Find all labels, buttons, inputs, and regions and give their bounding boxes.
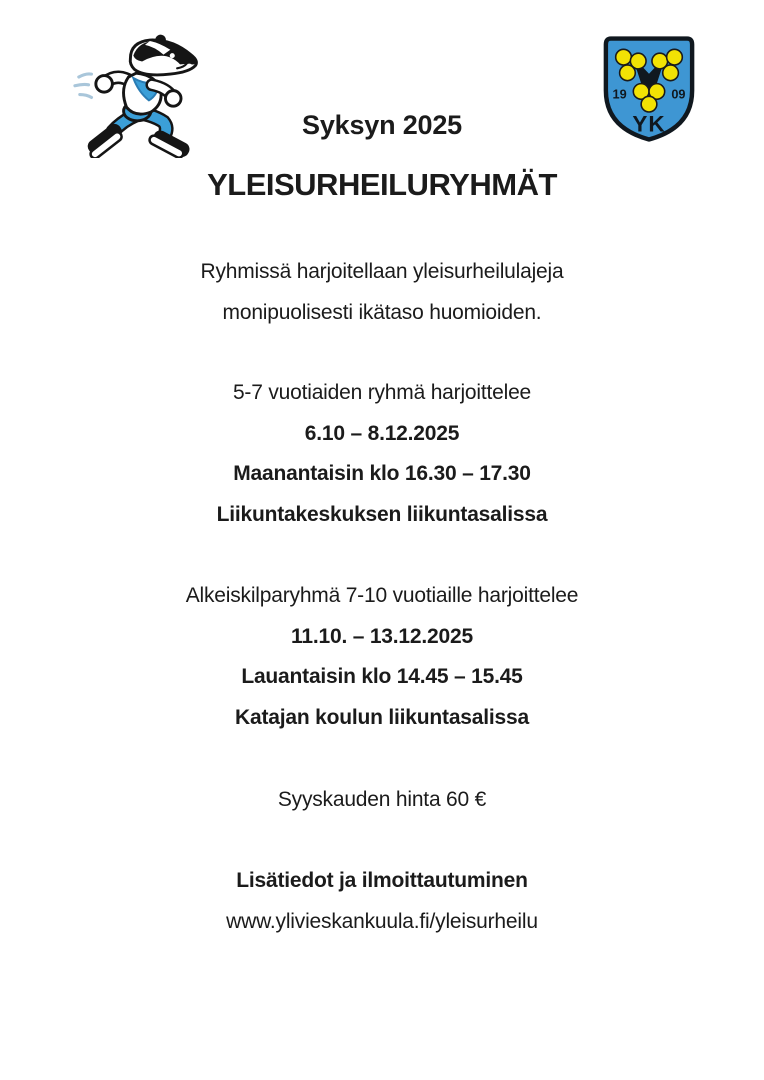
motion-lines-icon bbox=[75, 74, 92, 98]
info-heading: Lisätiedot ja ilmoittautuminen bbox=[236, 869, 528, 892]
main-title: YLEISURHEILURYHMÄT bbox=[207, 167, 557, 202]
group1-dates: 6.10 – 8.12.2025 bbox=[304, 422, 460, 445]
group2-heading: Alkeiskilparyhmä 7-10 vuotiaille harjoittelee bbox=[185, 584, 579, 607]
group2-time: Lauantaisin klo 14.45 – 15.45 bbox=[241, 665, 523, 688]
group2-dates: 11.10. – 13.12.2025 bbox=[291, 625, 473, 648]
price-text: Syyskauden hinta 60 € bbox=[277, 788, 487, 811]
website-url: www.ylivieskankuula.fi/yleisurheilu bbox=[226, 910, 538, 933]
logo-initials: YK bbox=[632, 111, 666, 137]
badger-head bbox=[130, 35, 197, 75]
logo-year-left: 19 bbox=[612, 86, 627, 102]
season-title: Syksyn 2025 bbox=[302, 110, 462, 140]
group1-time: Maanantaisin klo 16.30 – 17.30 bbox=[233, 462, 531, 485]
intro-text-line-1: Ryhmissä harjoitellaan yleisurheilulajeja bbox=[200, 260, 564, 283]
logo-year-right: 09 bbox=[671, 86, 686, 102]
intro-text-line-2: monipuolisesti ikätaso huomioiden. bbox=[222, 301, 542, 324]
group2-location: Katajan koulun liikuntasalissa bbox=[235, 706, 529, 729]
group1-location: Liikuntakeskuksen liikuntasalissa bbox=[216, 503, 548, 526]
group1-heading: 5-7 vuotiaiden ryhmä harjoittelee bbox=[232, 381, 532, 404]
